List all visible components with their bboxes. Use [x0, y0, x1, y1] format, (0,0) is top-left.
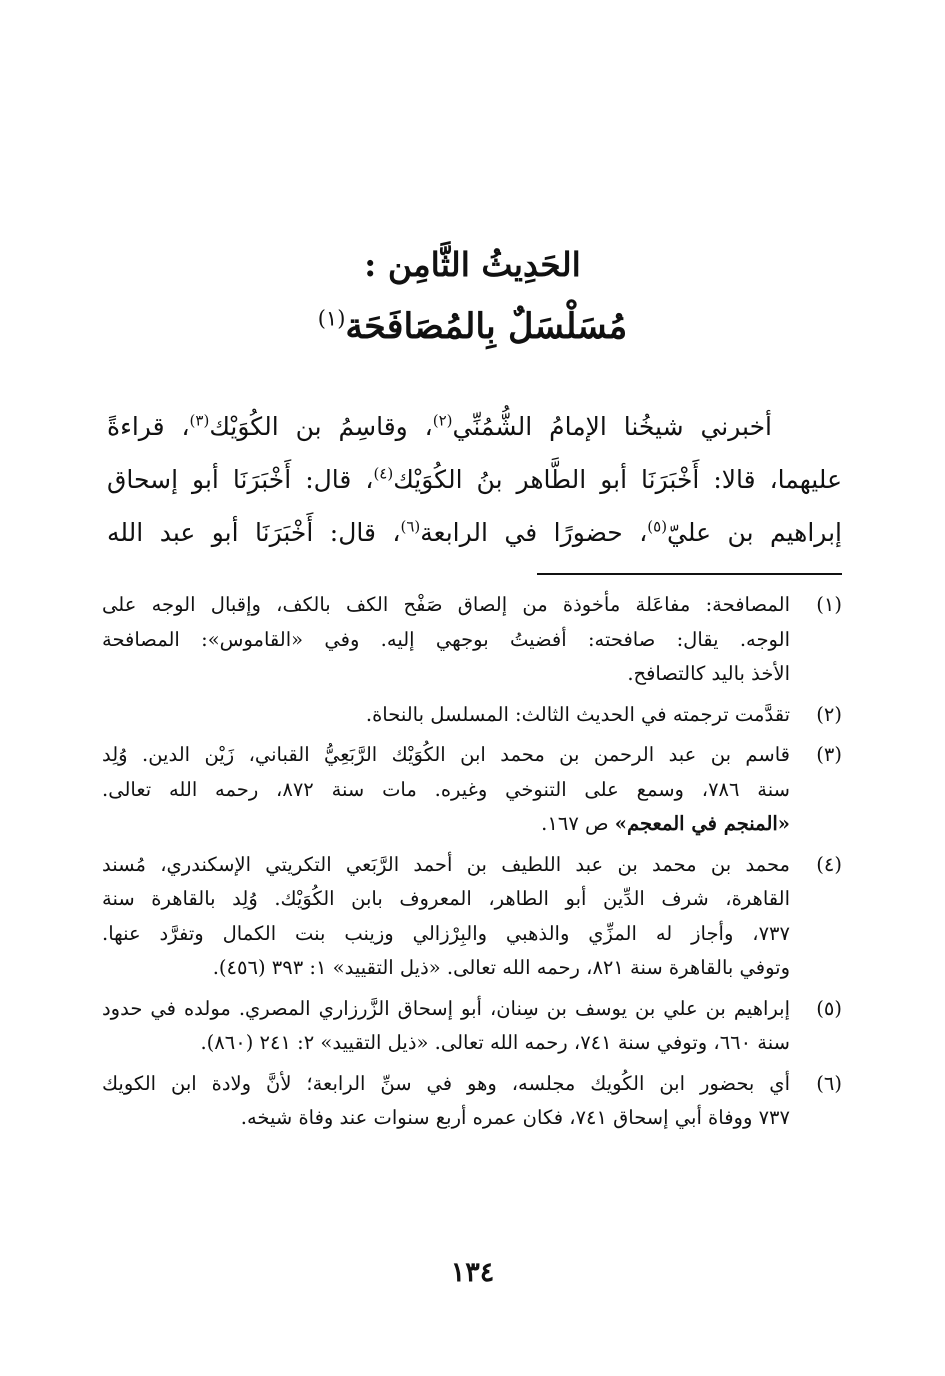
main-text-segment: إبراهيم بن عليّ — [667, 518, 842, 547]
footnote-line: تقدَّمت ترجمته في الحديث الثالث: المسلسل بالنحاة. — [365, 702, 790, 726]
footnote-number: (٢) — [816, 702, 842, 726]
footnote-line: القاهرة، شرف الدِّين أبو الطاهر، المعروف بابن الكُوَيْك. وُلِد بالقاهرة سنة — [102, 887, 790, 910]
footnote-6 — [102, 1067, 842, 1136]
main-paragraph — [107, 400, 842, 559]
footnote-line: الأخذ باليد كالتصافح. — [627, 662, 790, 685]
main-text-segment: ، قال: أَخْبَرَنَا أبو إسحاق — [107, 465, 374, 494]
footnote-number: (٦) — [816, 1071, 842, 1095]
footnote-line: ٧٣٧ ووفاة أبي إسحاق ٧٤١، فكان عمره أربع سنوات عند وفاة شيخه. — [240, 1106, 790, 1129]
footnote-body — [102, 992, 790, 1061]
main-line — [107, 506, 842, 559]
footnote-number: (٥) — [816, 996, 842, 1020]
footnote-number: (٤) — [816, 852, 842, 876]
footnote-ref[interactable]: (٥) — [647, 517, 668, 536]
hadith-subheading-text: مُسَلْسَلٌ بِالمُصَافَحَة — [345, 306, 628, 347]
footnote-body — [102, 848, 790, 986]
footnote-line: ٧٣٧، وأجاز له المزِّي والذهبي والبِرْزالي وزينب بنت الكمال وتفرَّد عنها. — [102, 921, 790, 945]
footnote-number: (٣) — [816, 743, 842, 766]
main-line — [107, 400, 842, 453]
main-line — [107, 453, 842, 506]
footnote-line: المصافحة: مفاعَلة مأخوذة من إلصاق صَفْح الكف بالكف، وإقبال الوجه على — [102, 593, 790, 616]
footnote-line: قاسم بن عبد الرحمن بن محمد ابن الكُوَيْك الرَّبَعِيُّ القباني، زَيْن الدين. وُلِد — [102, 743, 790, 766]
hadith-subheading — [0, 300, 945, 354]
footnote-ref[interactable]: (٣) — [189, 411, 210, 430]
footnote-3 — [102, 738, 842, 842]
main-text-segment: ، قال: أَخْبَرَنَا أبو عبد الله — [107, 518, 401, 547]
footnote-divider — [537, 573, 842, 575]
footnote-number: (١) — [816, 593, 842, 616]
book-title: «المنجم في المعجم» — [614, 812, 790, 835]
footnote-line — [102, 807, 790, 842]
footnote-ref[interactable]: (٢) — [432, 411, 453, 430]
main-text-segment: عليهما، قالا: أَخْبَرَنَا أبو الطَّاهر بنُ الكُوَيْك — [393, 465, 842, 494]
main-text-segment: ، قراءةً — [107, 412, 190, 441]
footnote-line: سنة ٦٦٠، وتوفي سنة ٧٤١، رحمه الله تعالى. «ذيل التقييد» ٢: ٢٤١ (٨٦٠). — [200, 1031, 790, 1054]
footnote-line: سنة ٧٨٦، وسمع على التنوخي وغيره. مات سنة ٨٧٢، رحمه الله تعالى. — [102, 777, 790, 801]
footnote-5 — [102, 992, 842, 1061]
footnotes — [102, 588, 842, 1142]
main-text-segment: أخبرني شيخُنا الإمامُ الشُّمُنِّي — [452, 412, 773, 441]
footnote-body — [102, 588, 790, 692]
footnote-1 — [102, 588, 842, 692]
footnote-line: أي بحضور ابن الكُويك مجلسه، وهو في سنِّ الرابعة؛ لأنَّ ولادة ابن الكويك — [102, 1071, 790, 1095]
main-text-segment: ، حضورًا في الرابعة — [420, 518, 648, 547]
footnote-ref[interactable]: (٦) — [400, 517, 421, 536]
main-text-segment: ، وقاسِمُ بن الكُوَيْك — [209, 412, 433, 441]
footnote-body — [102, 698, 790, 733]
footnote-body — [102, 738, 790, 842]
footnote-line: وتوفي بالقاهرة سنة ٨٢١، رحمه الله تعالى. «ذيل التقييد» ١: ٣٩٣ (٤٥٦). — [212, 956, 790, 979]
footnote-line: الوجه. يقال: صافحته: أفضيتُ بوجهي إليه. وفي «القاموس»: المصافحة — [102, 627, 790, 651]
page-number: ١٣٤ — [450, 1257, 495, 1288]
footnote-ref[interactable]: (١) — [317, 306, 346, 331]
hadith-heading — [0, 240, 945, 290]
footnote-2 — [102, 698, 842, 733]
footnote-line: محمد بن محمد بن عبد اللطيف بن أحمد الرَّبَعي التكريتي الإسكندري، مُسند — [102, 852, 790, 876]
footnote-body — [102, 1067, 790, 1136]
hadith-heading-text: الحَدِيثُ الثَّامِن : — [364, 245, 581, 284]
footnote-4 — [102, 848, 842, 986]
footnote-ref[interactable]: (٤) — [373, 464, 394, 483]
page-reference: ص ١٦٧. — [541, 812, 615, 835]
footnote-line: إبراهيم بن علي بن يوسف بن سِنان، أبو إسحاق الزَّرزاري المصري. مولده في حدود — [102, 996, 790, 1020]
